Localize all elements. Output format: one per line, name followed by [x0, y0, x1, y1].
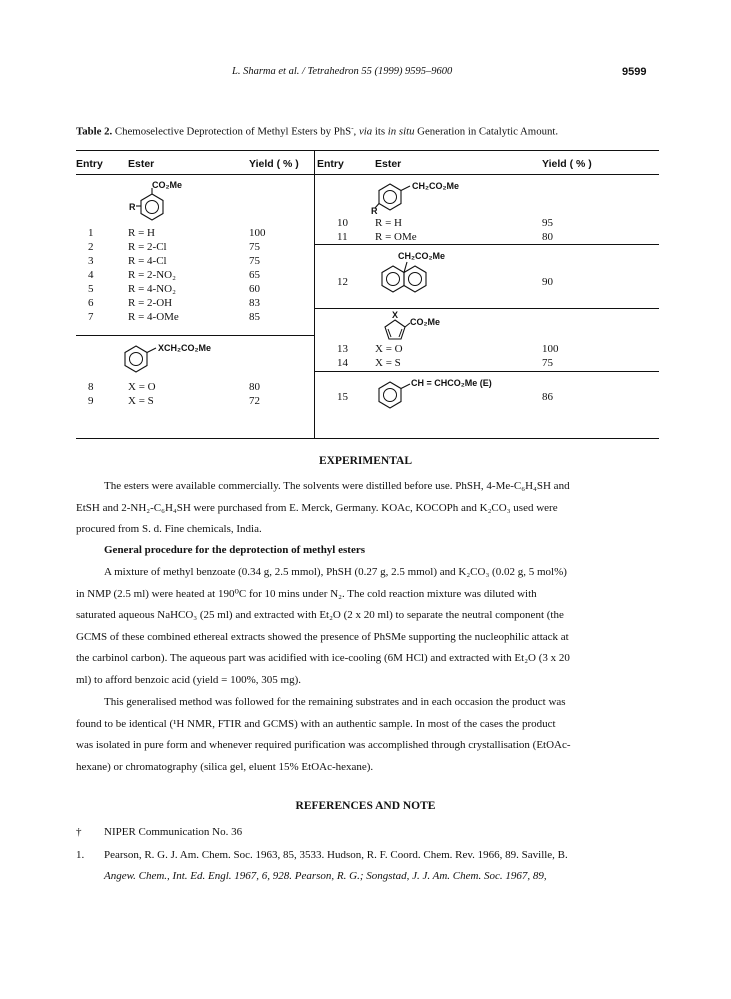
table-caption-italic-1: via	[358, 125, 373, 138]
entry-12-yield: 90	[542, 276, 553, 288]
entry-8-number: 8	[88, 381, 94, 393]
entry-3-ester: R = 4-Cl	[128, 255, 167, 267]
entry-14-yield: 75	[542, 357, 553, 369]
entry-5-ester: R = 4-NO₂	[128, 283, 176, 295]
entry-7-number: 7	[88, 311, 94, 323]
reference-1-number: 1.	[76, 849, 85, 861]
entry-12-number: 12	[337, 276, 348, 288]
intro-line-1: The esters were available commercially. The solvents were distilled before use. PhSH, 4-Me-C₆H₄SH and	[104, 480, 570, 492]
entry-7-yield: 85	[249, 311, 260, 323]
running-head-citation: L. Sharma et al. / Tetrahedron 55 (1999) 9595–9600	[232, 66, 453, 77]
phenoxy-ring-structure	[116, 340, 156, 378]
entry-4-ester: R = 2-NO₂	[128, 269, 176, 281]
cinnamate-ring-structure	[370, 376, 410, 414]
table-center-rule	[314, 150, 315, 438]
procedure-line-3: saturated aqueous NaHCO₃ (25 ml) and extracted with Et₂O (2 x 20 ml) to separate the neutral component (the	[76, 609, 564, 621]
table-top-rule	[76, 150, 659, 151]
experimental-intro-paragraph	[76, 476, 656, 541]
entry-13-yield: 100	[542, 343, 559, 355]
header-entry-left: Entry	[76, 158, 103, 170]
entry-11-number: 11	[337, 231, 348, 243]
table-header-rule	[76, 174, 659, 175]
table-right-divider-3	[314, 371, 659, 372]
general-line-3: was isolated in pure form and whenever required purification was accomplished through crystallisation (EtOAc-	[76, 739, 571, 751]
entry-2-ester: R = 2-Cl	[128, 241, 167, 253]
procedure-paragraph	[76, 562, 656, 691]
entry-14-ester: X = S	[375, 357, 401, 369]
table-caption-italic-2: in situ	[387, 125, 415, 138]
page-number: 9599	[622, 66, 647, 78]
header-yield-left: Yield ( % )	[249, 158, 299, 170]
procedure-line-6: ml) to afford benzoic acid (yield = 100%, 305 mg).	[76, 673, 302, 686]
entry-1-ester: R = H	[128, 227, 155, 239]
entry-10-number: 10	[337, 217, 348, 229]
entry-10-ester: R = H	[375, 217, 402, 229]
entry-2-yield: 75	[249, 241, 260, 253]
entry-15-number: 15	[337, 391, 348, 403]
phenylacetate-substituent-label: CH₂CO₂Me	[412, 181, 459, 191]
entry-3-yield: 75	[249, 255, 260, 267]
entry-15-yield: 86	[542, 391, 553, 403]
benzoate-r-label: R	[129, 202, 136, 212]
references-heading: REFERENCES AND NOTE	[295, 800, 436, 812]
table-right-divider-1	[314, 244, 659, 245]
entry-4-number: 4	[88, 269, 94, 281]
table-caption-text-1: Chemoselective Deprotection of Methyl Esters by PhS	[112, 125, 352, 138]
generalised-method-paragraph	[76, 692, 656, 778]
procedure-line-1: A mixture of methyl benzoate (0.34 g, 2.5 mmol), PhSH (0.27 g, 2.5 mmol) and K₂CO₃ (0.02 g, 5 mol%)	[104, 566, 567, 578]
table-right-divider-2	[314, 308, 659, 309]
entry-8-yield: 80	[249, 381, 260, 393]
entry-5-number: 5	[88, 283, 94, 295]
intro-line-2: EtSH and 2-NH₂-C₆H₄SH were purchased from E. Merck, Germany. KOAc, KOCOPh and K₂CO₃ used were	[76, 501, 558, 514]
entry-13-number: 13	[337, 343, 348, 355]
table-caption-superscript: -	[351, 124, 354, 132]
entry-3-number: 3	[88, 255, 94, 267]
results-table	[76, 150, 659, 440]
heteroaryl-substituent-label: CO₂Me	[410, 317, 441, 327]
procedure-line-4: GCMS of these combined ethereal extracts showed the presence of PhSMe supporting the nucleophilic attack at	[76, 630, 569, 643]
entry-1-number: 1	[88, 227, 94, 239]
procedure-line-5: the carbinol carbon). The aqueous part was acidified with ice-cooling (6M HCl) and extracted with Et₂O (3 x 20	[76, 652, 570, 664]
benzoate-ring-structure	[132, 188, 172, 228]
header-ester-left: Ester	[128, 158, 155, 170]
entry-8-ester: X = O	[128, 381, 156, 393]
procedure-line-2: in NMP (2.5 ml) were heated at 190⁰C for 10 mins under N₂. The cold reaction mixture was diluted with	[76, 587, 537, 600]
table-caption-label: Table 2.	[76, 125, 113, 138]
intro-line-3: procured from S. d. Fine chemicals, India.	[76, 523, 262, 535]
reference-1-line-1: Pearson, R. G. J. Am. Chem. Soc. 1963, 85, 3533. Hudson, R. F. Coord. Chem. Rev. 1966, 89. Saville, B.	[104, 849, 568, 861]
experimental-heading: EXPERIMENTAL	[318, 455, 413, 467]
heteroaryl-x-label: X	[392, 310, 399, 320]
general-line-1: This generalised method was followed for the remaining substrates and in each occasion the product was	[104, 696, 566, 708]
phenylacetate-r-label: R	[371, 206, 378, 216]
note-text: NIPER Communication No. 36	[104, 826, 243, 838]
entry-9-ester: X = S	[128, 395, 154, 407]
entry-10-yield: 95	[542, 217, 553, 229]
entry-4-yield: 65	[249, 269, 260, 281]
header-entry-right: Entry	[317, 158, 344, 170]
entry-6-ester: R = 2-OH	[128, 297, 173, 309]
entry-5-yield: 60	[249, 283, 260, 295]
entry-11-ester: R = OMe	[375, 231, 417, 243]
cinnamate-substituent-label: CH = CHCO₂Me (E)	[411, 378, 492, 388]
entry-7-ester: R = 4-OMe	[128, 311, 179, 323]
entry-9-number: 9	[88, 395, 94, 407]
general-line-4: hexane) or chromatography (silica gel, eluent 15% EtOAc-hexane).	[76, 760, 374, 773]
entry-1-yield: 100	[249, 227, 266, 239]
table-bottom-rule	[76, 438, 659, 439]
header-yield-right: Yield ( % )	[542, 158, 592, 170]
entry-6-number: 6	[88, 297, 94, 309]
table-caption	[76, 124, 656, 138]
header-ester-right: Ester	[375, 158, 402, 170]
general-line-2: found to be identical (¹H NMR, FTIR and GCMS) with an authentic sample. In most of the cases the product	[76, 717, 556, 730]
reference-1-line-2: Angew. Chem., Int. Ed. Engl. 1967, 6, 928. Pearson, R. G.; Songstad, J. J. Am. Chem. Soc. 1967, 89,	[104, 870, 547, 882]
phenoxy-substituent-label: XCH₂CO₂Me	[158, 343, 212, 353]
naphthalene-structure	[375, 262, 435, 298]
table-caption-text-2: ,	[353, 125, 359, 138]
table-caption-text-4: Generation in Catalytic Amount.	[414, 125, 559, 138]
entry-11-yield: 80	[542, 231, 553, 243]
entry-14-number: 14	[337, 357, 348, 369]
entry-2-number: 2	[88, 241, 94, 253]
benzoate-substituent-label: CO₂Me	[152, 180, 183, 190]
entry-13-ester: X = O	[375, 343, 403, 355]
table-caption-text-3: its	[372, 125, 388, 138]
table-left-divider	[76, 335, 314, 336]
entry-9-yield: 72	[249, 395, 260, 407]
entry-6-yield: 83	[249, 297, 260, 309]
naphthyl-substituent-label: CH₂CO₂Me	[398, 251, 445, 261]
procedure-subheading: General procedure for the deprotection of methyl esters	[104, 544, 365, 556]
note-dagger-mark: †	[76, 826, 82, 838]
